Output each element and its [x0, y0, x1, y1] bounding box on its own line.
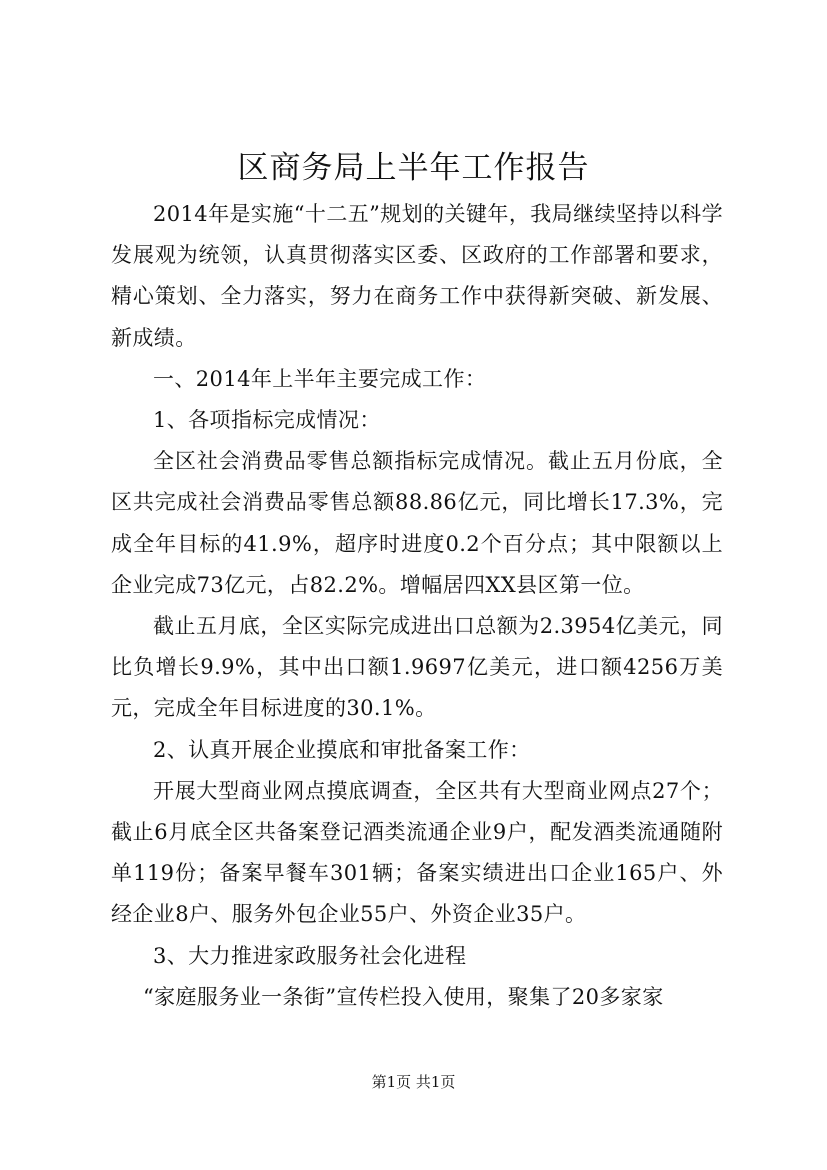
subsection-heading-1: 1、各项指标完成情况： — [153, 408, 381, 433]
paragraph-import-export: 截止五月底，全区实际完成进出口总额为2.3954亿美元，同比负增长9.9%，其中出口额1.9697亿美元，进口额4256万美元，完成全年目标进度的30.1%。 — [111, 614, 723, 721]
paragraph-retail-sales: 全区社会消费品零售总额指标完成情况。截止五月份底，全区共完成社会消费品零售总额88.86亿元，同比增长17.3%，完成全年目标的41.9%，超序时进度0.2个百分点；其中限额以上企业完成73亿元，占82.2%。增幅居四XX县区第一位。 — [111, 449, 723, 597]
paragraph-household-services: “家庭服务业一条街”宣传栏投入使用，聚集了20多家家 — [143, 984, 664, 1009]
document-title: 区商务局上半年工作报告 — [237, 150, 590, 186]
subsection-heading-3: 3、大力推进家政服务社会化进程 — [153, 943, 467, 968]
page-footer: 第1页 共1页 — [371, 1073, 456, 1091]
subsection-heading-2: 2、认真开展企业摸底和审批备案工作： — [153, 737, 531, 762]
paragraph-intro: 2014年是实施“十二五”规划的关键年，我局继续坚持以科学发展观为统领，认真贯彻落实区委、区政府的工作部署和要求，精心策划、全力落实，努力在商务工作中获得新突破、新发展、新成绩。 — [111, 202, 723, 350]
paragraph-filing: 开展大型商业网点摸底调查，全区共有大型商业网点27个；截止6月底全区共备案登记酒类流通企业9户，配发酒类流通随附单119份；备案早餐车301辆；备案实绩进出口企业165户、外经企业8户、服务外包企业55户、外资企业35户。 — [111, 778, 723, 927]
section-heading-1: 一、2014年上半年主要完成工作： — [153, 366, 487, 391]
document-body — [111, 194, 723, 1018]
